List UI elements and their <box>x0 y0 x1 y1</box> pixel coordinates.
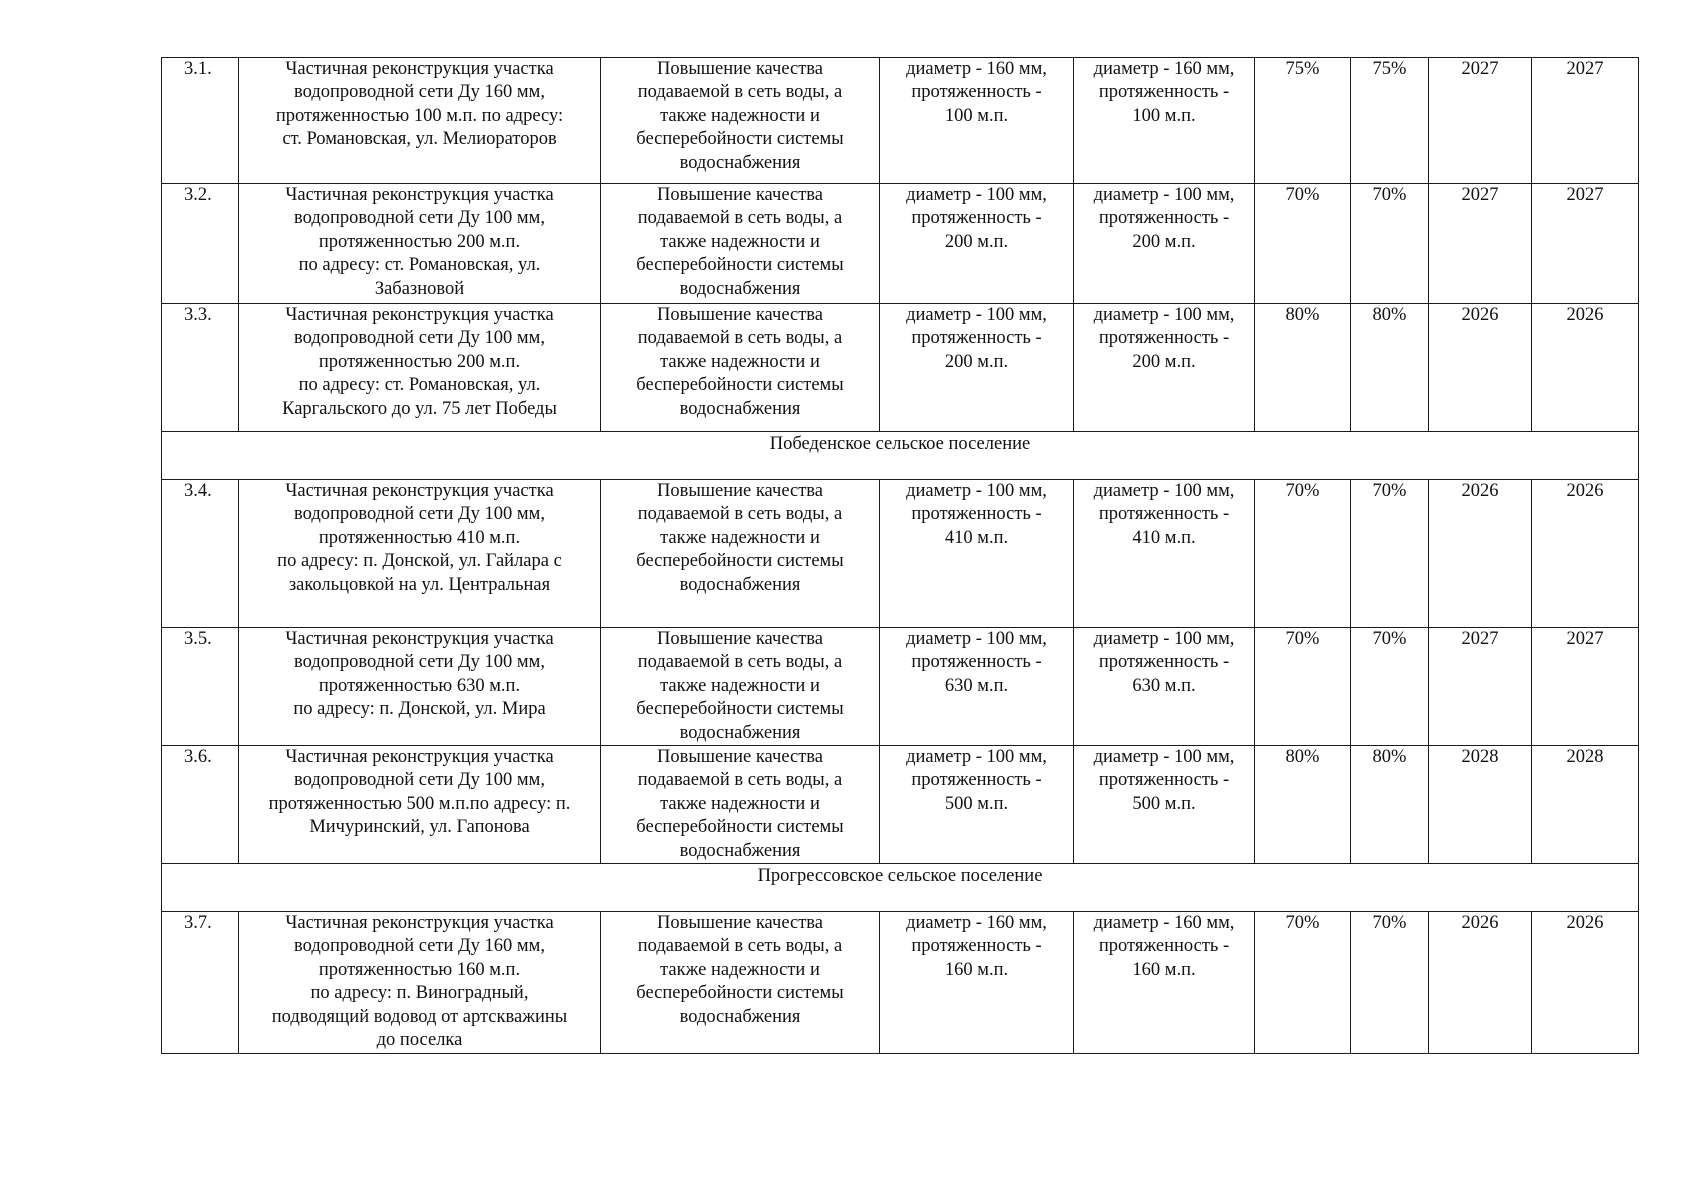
parameters-before: диаметр - 100 мм, протяженность - 200 м.п. <box>880 184 1074 304</box>
end-year: 2026 <box>1532 912 1639 1054</box>
parameters-before: диаметр - 160 мм, протяженность - 160 м.п. <box>880 912 1074 1054</box>
work-description: Частичная реконструкция участка водопроводной сети Ду 100 мм, протяженностью 410 м.п. по адресу: п. Донской, ул. Гайлара с закольцовкой на ул. Центральная <box>239 480 601 628</box>
wear-percent-after: 80% <box>1351 304 1429 432</box>
table-row <box>162 480 1639 628</box>
section-title: Прогрессовское сельское поселение <box>162 864 1639 912</box>
end-year: 2028 <box>1532 746 1639 864</box>
work-description: Частичная реконструкция участка водопроводной сети Ду 100 мм, протяженностью 200 м.п. по адресу: ст. Романовская, ул. Каргальского до ул. 75 лет Победы <box>239 304 601 432</box>
parameters-before: диаметр - 100 мм, протяженность - 200 м.п. <box>880 304 1074 432</box>
parameters-after: диаметр - 100 мм, протяженность - 410 м.п. <box>1074 480 1255 628</box>
row-number: 3.4. <box>162 480 239 628</box>
parameters-after: диаметр - 100 мм, протяженность - 200 м.п. <box>1074 184 1255 304</box>
start-year: 2027 <box>1429 58 1532 184</box>
start-year: 2026 <box>1429 480 1532 628</box>
parameters-after: диаметр - 160 мм, протяженность - 100 м.п. <box>1074 58 1255 184</box>
table-row <box>162 184 1639 304</box>
end-year: 2026 <box>1532 304 1639 432</box>
table-row <box>162 58 1639 184</box>
work-goal: Повышение качества подаваемой в сеть воды, а также надежности и бесперебойности системы водоснабжения <box>601 628 880 746</box>
start-year: 2026 <box>1429 304 1532 432</box>
wear-percent-before: 75% <box>1255 58 1351 184</box>
parameters-after: диаметр - 100 мм, протяженность - 630 м.п. <box>1074 628 1255 746</box>
work-description: Частичная реконструкция участка водопроводной сети Ду 100 мм, протяженностью 200 м.п. по адресу: ст. Романовская, ул. Забазновой <box>239 184 601 304</box>
work-goal: Повышение качества подаваемой в сеть воды, а также надежности и бесперебойности системы водоснабжения <box>601 58 880 184</box>
start-year: 2026 <box>1429 912 1532 1054</box>
work-description: Частичная реконструкция участка водопроводной сети Ду 100 мм, протяженностью 500 м.п.по адресу: п. Мичуринский, ул. Гапонова <box>239 746 601 864</box>
section-row <box>162 864 1639 912</box>
wear-percent-before: 80% <box>1255 746 1351 864</box>
wear-percent-after: 70% <box>1351 184 1429 304</box>
wear-percent-after: 70% <box>1351 912 1429 1054</box>
parameters-before: диаметр - 160 мм, протяженность - 100 м.п. <box>880 58 1074 184</box>
wear-percent-before: 80% <box>1255 304 1351 432</box>
wear-percent-after: 70% <box>1351 480 1429 628</box>
start-year: 2027 <box>1429 628 1532 746</box>
row-number: 3.1. <box>162 58 239 184</box>
wear-percent-after: 80% <box>1351 746 1429 864</box>
work-description: Частичная реконструкция участка водопроводной сети Ду 100 мм, протяженностью 630 м.п. по адресу: п. Донской, ул. Мира <box>239 628 601 746</box>
parameters-after: диаметр - 160 мм, протяженность - 160 м.п. <box>1074 912 1255 1054</box>
parameters-after: диаметр - 100 мм, протяженность - 500 м.п. <box>1074 746 1255 864</box>
work-description: Частичная реконструкция участка водопроводной сети Ду 160 мм, протяженностью 160 м.п. по адресу: п. Виноградный, подводящий водовод от артскважины до поселка <box>239 912 601 1054</box>
work-goal: Повышение качества подаваемой в сеть воды, а также надежности и бесперебойности системы водоснабжения <box>601 480 880 628</box>
row-number: 3.2. <box>162 184 239 304</box>
row-number: 3.3. <box>162 304 239 432</box>
wear-percent-before: 70% <box>1255 628 1351 746</box>
work-goal: Повышение качества подаваемой в сеть воды, а также надежности и бесперебойности системы водоснабжения <box>601 746 880 864</box>
table-row <box>162 746 1639 864</box>
row-number: 3.5. <box>162 628 239 746</box>
end-year: 2027 <box>1532 184 1639 304</box>
start-year: 2027 <box>1429 184 1532 304</box>
wear-percent-after: 70% <box>1351 628 1429 746</box>
table-row <box>162 912 1639 1054</box>
end-year: 2027 <box>1532 628 1639 746</box>
reconstruction-table <box>161 57 1639 1054</box>
parameters-before: диаметр - 100 мм, протяженность - 500 м.п. <box>880 746 1074 864</box>
table-row <box>162 628 1639 746</box>
work-goal: Повышение качества подаваемой в сеть воды, а также надежности и бесперебойности системы водоснабжения <box>601 304 880 432</box>
wear-percent-after: 75% <box>1351 58 1429 184</box>
row-number: 3.6. <box>162 746 239 864</box>
end-year: 2027 <box>1532 58 1639 184</box>
wear-percent-before: 70% <box>1255 480 1351 628</box>
work-goal: Повышение качества подаваемой в сеть воды, а также надежности и бесперебойности системы водоснабжения <box>601 184 880 304</box>
wear-percent-before: 70% <box>1255 184 1351 304</box>
parameters-after: диаметр - 100 мм, протяженность - 200 м.п. <box>1074 304 1255 432</box>
table-row <box>162 304 1639 432</box>
wear-percent-before: 70% <box>1255 912 1351 1054</box>
work-goal: Повышение качества подаваемой в сеть воды, а также надежности и бесперебойности системы водоснабжения <box>601 912 880 1054</box>
work-description: Частичная реконструкция участка водопроводной сети Ду 160 мм, протяженностью 100 м.п. по адресу: ст. Романовская, ул. Мелиораторов <box>239 58 601 184</box>
section-row <box>162 432 1639 480</box>
end-year: 2026 <box>1532 480 1639 628</box>
row-number: 3.7. <box>162 912 239 1054</box>
section-title: Победенское сельское поселение <box>162 432 1639 480</box>
parameters-before: диаметр - 100 мм, протяженность - 630 м.п. <box>880 628 1074 746</box>
start-year: 2028 <box>1429 746 1532 864</box>
parameters-before: диаметр - 100 мм, протяженность - 410 м.п. <box>880 480 1074 628</box>
